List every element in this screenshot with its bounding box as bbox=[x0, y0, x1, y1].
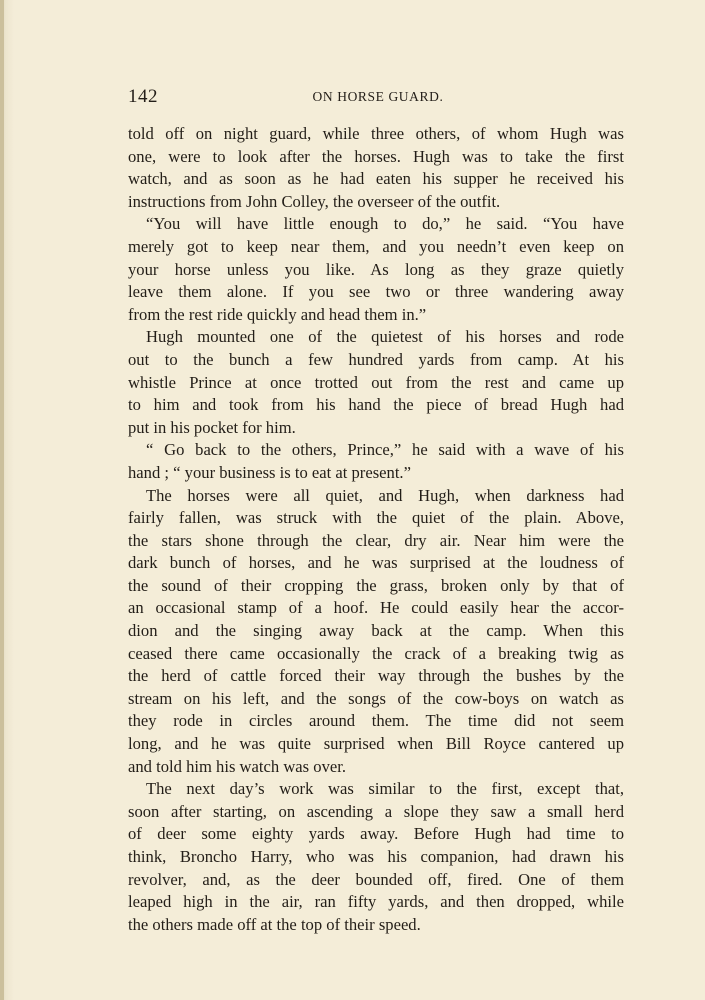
text-line: revolver, and, as the deer bounded off, fired. One of them bbox=[128, 869, 624, 889]
text-line: of deer some eighty yards away. Before Hugh had time to bbox=[128, 824, 624, 844]
page-gutter-edge bbox=[0, 0, 4, 1000]
text-line: long, and he was quite surprised when Bill Royce cantered up bbox=[128, 734, 624, 754]
page-number: 142 bbox=[128, 86, 158, 107]
body-text bbox=[128, 123, 624, 936]
text-line: told off on night guard, while three others, of whom Hugh was bbox=[128, 124, 624, 143]
text-line: to him and took from his hand the piece of bread Hugh had bbox=[128, 395, 624, 415]
text-line: merely got to keep near them, and you needn’t even keep on bbox=[128, 236, 624, 256]
text-line: “You will have little enough to do,” he said. “You have bbox=[146, 214, 624, 234]
text-line: fairly fallen, was struck with the quiet of the plain. Above, bbox=[128, 508, 624, 528]
text-line: soon after starting, on ascending a slope they saw a small herd bbox=[128, 801, 624, 821]
text-line: out to the bunch a few hundred yards from camp. At his bbox=[128, 349, 624, 369]
text-line: stream on his left, and the songs of the cow-boys on watch as bbox=[128, 688, 624, 708]
text-line: dark bunch of horses, and he was surprised at the loudness of bbox=[128, 553, 624, 573]
running-title: ON HORSE GUARD. bbox=[312, 89, 444, 104]
text-line: the stars shone through the clear, dry air. Near him were the bbox=[128, 530, 624, 550]
text-line: they rode in circles around them. The time did not seem bbox=[128, 711, 624, 731]
text-line: Hugh mounted one of the quietest of his horses and rode bbox=[146, 327, 624, 347]
text-line: dion and the singing away back at the camp. When this bbox=[128, 621, 624, 641]
text-line: the sound of their cropping the grass, broken only by that of bbox=[128, 575, 624, 595]
text-line: your horse unless you like. As long as they graze quietly bbox=[128, 259, 624, 279]
text-line: whistle Prince at once trotted out from the rest and came up bbox=[128, 372, 624, 392]
text-line: hand ; “ your business is to eat at present.” bbox=[128, 462, 411, 482]
page-header bbox=[128, 86, 624, 110]
text-line: leave them alone. If you see two or three wandering away bbox=[128, 282, 624, 302]
text-line: instructions from John Colley, the overseer of the outfit. bbox=[128, 191, 501, 211]
text-line: The horses were all quiet, and Hugh, when darkness had bbox=[146, 485, 624, 505]
text-line: the herd of cattle forced their way through the bushes by the bbox=[128, 666, 624, 686]
text-line: watch, and as soon as he had eaten his supper he received his bbox=[128, 169, 624, 189]
text-line: from the rest ride quickly and head them in.” bbox=[128, 304, 427, 324]
text-line: ceased there came occasionally the crack of a breaking twig as bbox=[128, 643, 624, 663]
text-line: put in his pocket for him. bbox=[128, 417, 296, 437]
text-line: “ Go back to the others, Prince,” he said with a wave of his bbox=[146, 440, 624, 460]
text-line: one, were to look after the horses. Hugh was to take the first bbox=[128, 146, 624, 166]
text-line: an occasional stamp of a hoof. He could easily hear the accor- bbox=[128, 598, 624, 618]
text-line: the others made off at the top of their speed. bbox=[128, 914, 421, 934]
text-line: and told him his watch was over. bbox=[128, 756, 346, 776]
text-line: The next day’s work was similar to the first, except that, bbox=[146, 779, 624, 799]
text-line: think, Broncho Harry, who was his companion, had drawn his bbox=[128, 847, 624, 866]
text-line: leaped high in the air, ran fifty yards, and then dropped, while bbox=[128, 892, 624, 912]
